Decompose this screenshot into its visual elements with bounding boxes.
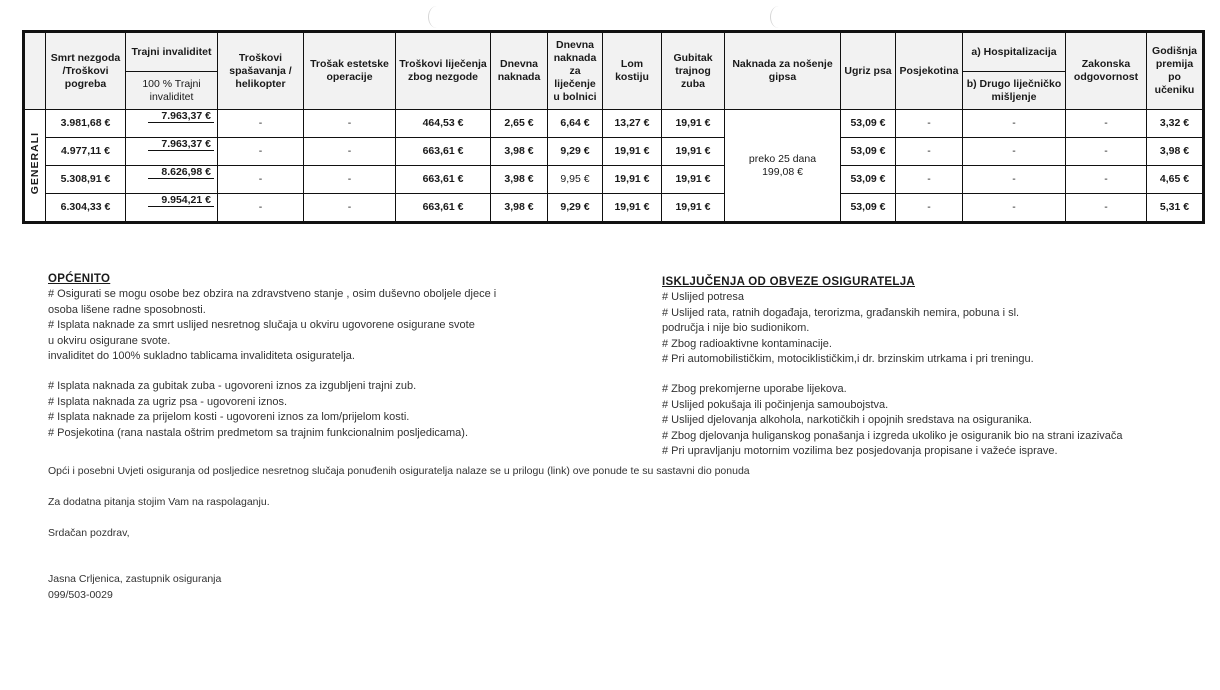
cell-teeth: 19,91 €	[662, 166, 725, 194]
exclusion-line: # Uslijed rata, ratnih događaja, terorizma, građanskih nemira, pobuna i sl.	[662, 306, 1020, 319]
company-label-cell	[24, 110, 46, 223]
general-line: # Isplata naknada za ugriz psa - ugovoreni iznos.	[48, 395, 288, 408]
cell-teeth: 19,91 €	[662, 194, 725, 223]
cell-daily: 3,98 €	[491, 194, 548, 223]
general-section	[48, 272, 496, 441]
cell-death: 6.304,33 €	[46, 194, 126, 223]
general-line: osoba lišene radne sposobnosti.	[48, 303, 206, 316]
cell-cut: -	[896, 166, 963, 194]
table-row	[24, 166, 1204, 194]
cell-daily-hospital: 9,29 €	[548, 138, 603, 166]
exclusion-line: # Pri upravljanju motornim vozilima bez posjedovanja propisane i važeće isprave.	[662, 445, 1058, 458]
cell-daily: 2,65 €	[491, 110, 548, 138]
general-heading: OPĆENITO	[48, 273, 111, 285]
cell-dog-bite: 53,09 €	[841, 194, 896, 223]
header-treatment: Troškovi liječenja zbog nezgode	[396, 32, 491, 110]
header-daily-hospital: Dnevna naknada za liječenje u bolnici	[548, 32, 603, 110]
cell-hospitalization: -	[963, 138, 1066, 166]
header-invalidity-sub: 100 % Trajni invaliditet	[126, 72, 218, 110]
general-line: # Isplata naknada za gubitak zuba - ugovoreni iznos za izgubljeni trajni zub.	[48, 380, 417, 393]
header-corner	[24, 32, 46, 110]
exclusions-heading: ISKLJUČENJA OD OBVEZE OSIGURATELJA	[662, 276, 916, 288]
general-line: # Isplata naknade za prijelom kosti - ugovoreni iznos za lom/prijelom kosti.	[48, 411, 410, 424]
cell-fracture: 13,27 €	[603, 110, 662, 138]
cell-daily-hospital: 9,95 €	[548, 166, 603, 194]
cell-rescue: -	[218, 110, 304, 138]
cell-death: 3.981,68 €	[46, 110, 126, 138]
cell-dog-bite: 53,09 €	[841, 138, 896, 166]
cell-hospitalization: -	[963, 194, 1066, 223]
cell-aesthetic: -	[304, 138, 396, 166]
cell-premium: 3,32 €	[1147, 110, 1204, 138]
cell-treatment: 464,53 €	[396, 110, 491, 138]
header-cast: Naknada za nošenje gipsa	[725, 32, 841, 110]
general-line: # Osigurati se mogu osobe bez obzira na zdravstveno stanje , osim duševno oboljele djece i	[48, 288, 497, 301]
cell-liability: -	[1066, 110, 1147, 138]
header-invalidity: Trajni invaliditet	[126, 32, 218, 72]
punch-hole-left	[428, 6, 445, 28]
cell-treatment: 663,61 €	[396, 166, 491, 194]
exclusion-line: # Zbog prekomjerne uporabe lijekova.	[662, 383, 847, 396]
exclusion-line: # Zbog djelovanja huliganskog ponašanja i izgreda ukoliko je osiguranik bio na strani izazivača	[662, 429, 1123, 442]
exclusion-line: # Uslijed potresa	[662, 291, 744, 304]
exclusion-line: # Uslijed djelovanja alkohola, narkotičkih i opojnih sredstava na osiguranika.	[662, 414, 1032, 427]
cell-death: 5.308,91 €	[46, 166, 126, 194]
cell-dog-bite: 53,09 €	[841, 110, 896, 138]
cell-premium: 3,98 €	[1147, 138, 1204, 166]
cell-teeth: 19,91 €	[662, 110, 725, 138]
cell-hospitalization: -	[963, 110, 1066, 138]
cell-fracture: 19,91 €	[603, 166, 662, 194]
cell-daily-hospital: 6,64 €	[548, 110, 603, 138]
cell-rescue: -	[218, 138, 304, 166]
header-aesthetic: Trošak estetske operacije	[304, 32, 396, 110]
header-premium: Godišnja premija po učeniku	[1147, 32, 1204, 110]
general-line: # Isplata naknade za smrt uslijed nesretnog slučaja u okviru ugovorene osigurane svote	[48, 319, 475, 332]
cell-invalidity	[126, 194, 218, 223]
cell-aesthetic: -	[304, 110, 396, 138]
invalidity-value: 7.963,37 €	[148, 111, 214, 123]
cell-cut: -	[896, 138, 963, 166]
header-dog-bite: Ugriz psa	[841, 32, 896, 110]
cell-teeth: 19,91 €	[662, 138, 725, 166]
table-row	[24, 110, 1204, 138]
header-cut: Posjekotina	[896, 32, 963, 110]
cell-rescue: -	[218, 166, 304, 194]
table-row	[24, 138, 1204, 166]
header-second-opinion: b) Drugo liječničko mišljenje	[963, 72, 1066, 110]
cell-invalidity	[126, 110, 218, 138]
exclusion-line: # Uslijed pokušaja ili počinjenja samoubojstva.	[662, 398, 889, 411]
header-rescue: Troškovi spašavanja / helikopter	[218, 32, 304, 110]
cell-hospitalization: -	[963, 166, 1066, 194]
signature-phone: 099/503-0029	[48, 589, 113, 601]
invalidity-value: 8.626,98 €	[148, 167, 214, 179]
cell-daily-hospital: 9,29 €	[548, 194, 603, 223]
cell-liability: -	[1066, 194, 1147, 223]
cell-rescue: -	[218, 194, 304, 223]
cell-cut: -	[896, 194, 963, 223]
invalidity-value: 9.954,21 €	[148, 195, 214, 207]
signature-name: Jasna Crljenica, zastupnik osiguranja	[48, 573, 222, 585]
cell-daily: 3,98 €	[491, 138, 548, 166]
cell-liability: -	[1066, 166, 1147, 194]
cell-liability: -	[1066, 138, 1147, 166]
general-line: invaliditet do 100% sukladno tablicama invaliditeta osiguratelja.	[48, 350, 355, 363]
cell-cast: preko 25 dana 199,08 €	[725, 110, 841, 223]
general-line: # Posjekotina (rana nastala oštrim predmetom sa trajnim funkcionalnim posljedicama).	[48, 426, 469, 439]
exclusion-line: # Zbog radioaktivne kontaminacije.	[662, 337, 832, 350]
header-daily: Dnevna naknada	[491, 32, 548, 110]
cell-cut: -	[896, 110, 963, 138]
exclusion-line: područja i nije bio sudionikom.	[662, 322, 810, 335]
header-fracture: Lom kostiju	[603, 32, 662, 110]
exclusion-line: # Pri automobilističkim, motociklističkim,i dr. brzinskim utrkama i pri treningu.	[662, 353, 1034, 366]
insurance-comparison-table	[22, 30, 1205, 224]
punch-hole-right	[770, 6, 787, 28]
cell-treatment: 663,61 €	[396, 194, 491, 223]
cell-treatment: 663,61 €	[396, 138, 491, 166]
cell-premium: 5,31 €	[1147, 194, 1204, 223]
cell-fracture: 19,91 €	[603, 194, 662, 223]
cell-aesthetic: -	[304, 166, 396, 194]
cell-death: 4.977,11 €	[46, 138, 126, 166]
header-liability: Zakonska odgovornost	[1066, 32, 1147, 110]
table-row	[24, 194, 1204, 223]
header-hospitalization: a) Hospitalizacija	[963, 32, 1066, 72]
cell-aesthetic: -	[304, 194, 396, 223]
cell-invalidity	[126, 138, 218, 166]
questions-note: Za dodatna pitanja stojim Vam na raspolaganju.	[48, 496, 270, 508]
conditions-note: Opći i posebni Uvjeti osiguranja od posljedice nesretnog slučaja ponuđenih osiguratelja nalaze se u prilogu (link) ove ponude te su sastavni dio ponuda	[48, 465, 750, 477]
cell-invalidity	[126, 166, 218, 194]
general-line: u okviru osigurane svote.	[48, 334, 171, 347]
cell-dog-bite: 53,09 €	[841, 166, 896, 194]
cell-daily: 3,98 €	[491, 166, 548, 194]
company-label: GENERALI	[28, 132, 41, 195]
invalidity-value: 7.963,37 €	[148, 139, 214, 151]
greeting: Srdačan pozdrav,	[48, 527, 130, 539]
exclusions-section	[662, 275, 1122, 459]
cell-premium: 4,65 €	[1147, 166, 1204, 194]
cell-fracture: 19,91 €	[603, 138, 662, 166]
header-death: Smrt nezgoda /Troškovi pogreba	[46, 32, 126, 110]
header-teeth: Gubitak trajnog zuba	[662, 32, 725, 110]
